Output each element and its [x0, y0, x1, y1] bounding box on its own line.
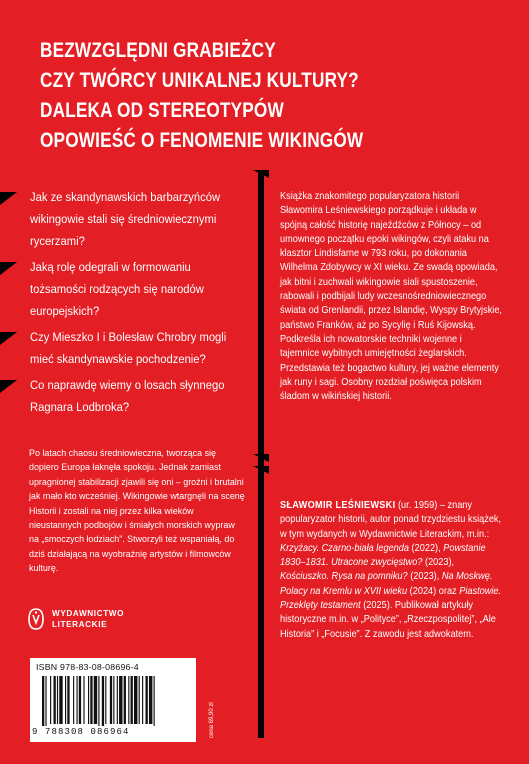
headline: [40, 36, 417, 156]
headline-line-2: CZY TWÓRCY UNIKALNEJ KULTURY?: [40, 69, 359, 92]
headline-line-3: DALEKA OD STEREOTYPÓW: [40, 99, 284, 122]
book-description: [280, 190, 502, 404]
barcode-digits: 9 788308 086964: [32, 727, 130, 737]
book-title: Krzyżacy. Czarno-biała legenda: [280, 542, 410, 554]
intro-paragraph-text: Po latach chaosu średniowieczna, tworząca się dopiero Europa łaknęła spokoju. Jednak zamiast upragnionej stabilizacji zjawili się oni – groźni i brutalni jak mało kto wcześniej. Wikingowie wtargnęli na scenę Historii i zostali na niej przez kilka wieków nieustannych podbojów i śmiałych morskich wypraw na „smoczych łodziach”. Stworzyli też wspaniałą, do dziś działającą na wyobraźnię artystów i filmowców kulturę.: [29, 448, 245, 575]
question-item: [0, 256, 246, 322]
barcode-bars-icon: [42, 676, 186, 726]
author-name: SŁAWOMIR LEŚNIEWSKI: [280, 500, 396, 511]
publisher-line-2: LITERACKIE: [52, 620, 108, 629]
publisher-line-1: WYDAWNICTWO: [52, 609, 125, 618]
book-title: Kościuszko. Rysa na pomniku?: [280, 571, 408, 583]
question-text: Co naprawdę wiemy o losach słynnego Ragnara Lodbroka?: [30, 378, 225, 414]
question-item: [0, 374, 246, 418]
triangle-marker-icon: [0, 380, 17, 393]
barcode: [30, 658, 196, 742]
author-bio-part: (2022),: [409, 542, 444, 554]
triangle-marker-icon: [0, 262, 17, 275]
author-bio: [280, 499, 502, 642]
book-description-text: Książka znakomitego popularyzatora historii Sławomira Leśniewskiego porządkuje i układa w spójną całość historię najeźdźców z Północy – od umownego początku epoki wikingów, czyli ataku na klasztor Lindisfarne w 793 roku, po dokonania Wilhelma Zdobywcy w XI wieku. Ze swadą opowiada, jak bitni i zuchwali wikingowie siali spustoszenie, rabowali i podbijali ludy wczesnośredniowiecznego świata od Grenlandii, przez Islandię, Wyspy Brytyjskie, państwo Franków, aż po Sycylię i Ruś Kijowską. Podkreśla ich nowatorskie techniki wojenne i tajemnice wybitnych umiejętności żeglarskich. Przedstawia też bogactwo kultury, jej ważne elementy jak runy i sagi. Osobny rozdział poświęca polskim śladom w wikińskiej historii.: [280, 191, 502, 403]
question-item: [0, 186, 246, 252]
author-bio-part: (2023),: [422, 557, 455, 569]
book-title: Na Moskwę. Polacy na Kremlu w XVII wieku: [280, 571, 493, 597]
publisher-emblem-icon: [28, 607, 44, 631]
publisher-name: [52, 608, 124, 630]
question-text: Jak ze skandynawskich barbarzyńców wikingowie stali się średniowiecznymi rycerzami?: [30, 190, 221, 248]
book-title: Piastowie. Przeklęty testament: [280, 585, 502, 612]
author-bio-part: (2025). Publikował artykuły historyczne m.in. w „Polityce”, „Rzeczpospolitej”, „Ale Historia” i „Focusie”. Z zawodu jest adwokatem.: [280, 600, 496, 640]
isbn-text: ISBN 978-83-08-08696-4: [36, 662, 139, 672]
question-item: [0, 326, 246, 370]
author-bio-text: [280, 499, 502, 642]
question-text: Jaką rolę odegrali w formowaniu tożsamości rodzących się narodów europejskich?: [30, 260, 204, 318]
author-bio-part: (2024) oraz: [407, 585, 460, 597]
intro-paragraph: [29, 447, 247, 577]
triangle-marker-icon: [0, 192, 17, 205]
headline-line-4: OPOWIEŚĆ O FENOMENIE WIKINGÓW: [40, 129, 364, 152]
question-text: Czy Mieszko I i Bolesław Chrobry mogli mieć skandynawskie pochodzenie?: [30, 330, 227, 366]
author-bio-part: (ur. 1959) – znany popularyzator historii, autor ponad trzydziestu książek, w tym wydanych w Wydawnictwie Literackim, m.in.:: [280, 500, 502, 540]
author-bio-part: (2023),: [407, 571, 442, 583]
book-title: Powstanie 1830–1831. Utracone zwycięstwo?: [280, 542, 486, 569]
question-list: [0, 186, 246, 422]
headline-line-1: BEZWZGLĘDNI GRABIEŻCY: [40, 39, 276, 62]
publisher-logo: [28, 607, 124, 631]
price-label: cena 69,90 zł: [209, 702, 215, 738]
triangle-marker-icon: [0, 332, 17, 345]
